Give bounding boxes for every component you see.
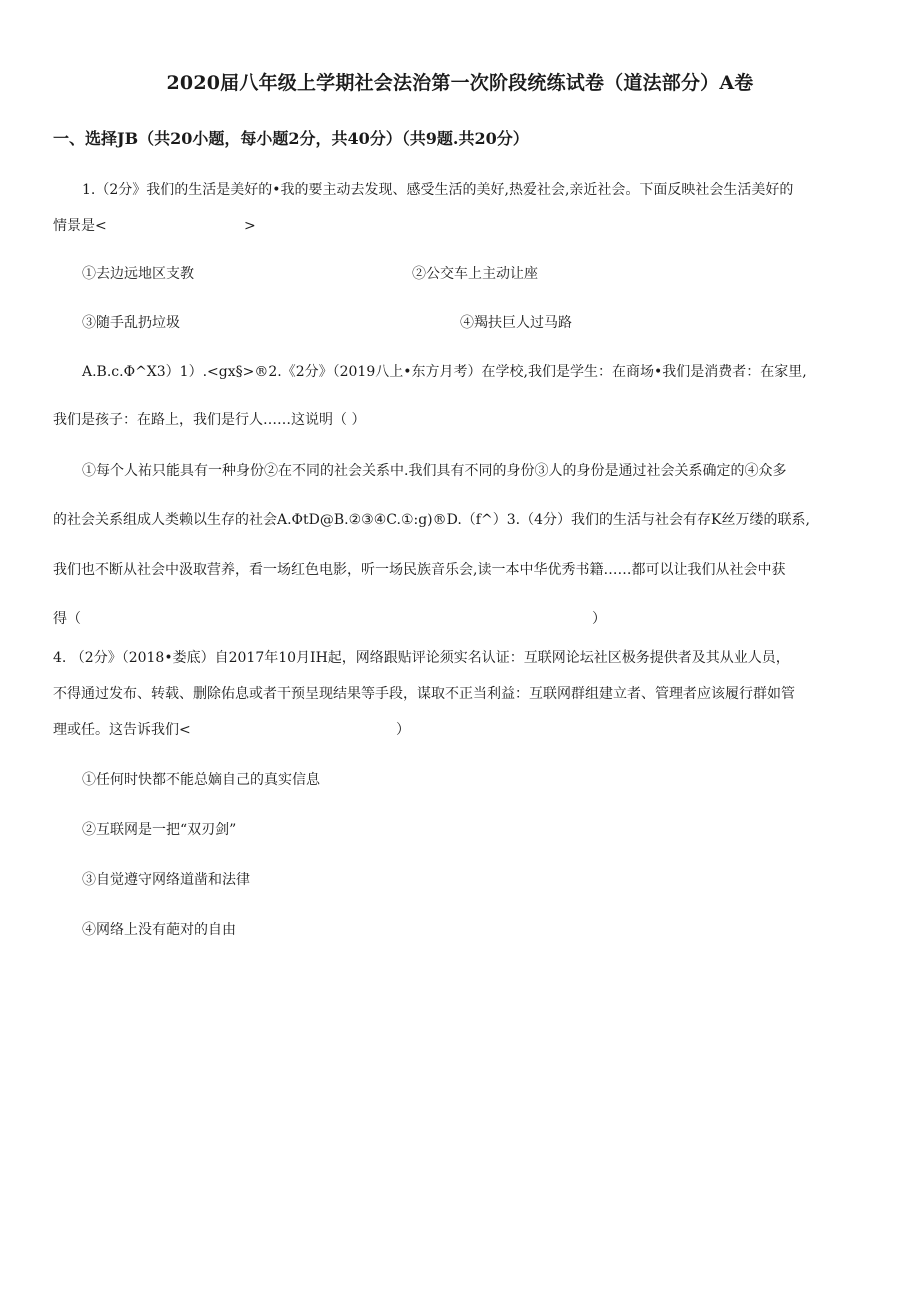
page-title: 2020届八年级上学期社会法治第一次阶段统练试卷（道法部分）A卷 [166, 72, 754, 94]
q2-line-3: ①每个人祐只能具有一种身份②在不同的社会关系中.我们具有不同的身份③人的身份是通过社会关系确定的④众多 [82, 463, 787, 479]
q1-stem-line-1: 1.（2分》我们的生活是美好的•我的要主动去发现、感受生活的美好,热爱社会,亲近社会。下面反映社会生活美好的 [82, 182, 794, 198]
q4-blank-close: ） [396, 722, 410, 738]
q4-option-3: ③自觉遵守网络道凿和法律 [82, 872, 250, 888]
q4-line-2: 不得通过发布、转载、删除佑息或者干预呈现结果等手段，谋取不正当利益：互联网群组建立者、管理者应该履行群如管 [53, 686, 795, 702]
q3-line-6: 得（ [53, 611, 81, 627]
q2-line-1: A.B.c.Φ^X3）1）.<gx§>®2.《2分》（2019八上•东方月考）在学校,我们是学生：在商场•我们是消费者：在家里, [82, 364, 807, 380]
q3-line-5: 我们也不断从社会中汲取营养，看一场红色电影，听一场民族音乐会,读一本中华优秀书籍……都可以让我们从社会中获 [53, 562, 786, 578]
q4-option-2: ②互联网是一把“双刃剑” [82, 822, 237, 838]
q2-line-2: 我们是孩子：在路上，我们是行人……这说明（ ） [53, 412, 366, 428]
q4-option-1: ①任何时快都不能总嫡自己的真实信息 [82, 772, 320, 788]
q2-line-4: 的社会关系组成人类赖以生存的社会A.ΦtD@B.②③④C.①:g)®D.（f^）3.（4分）我们的生活与社会有存K丝万缕的联系, [53, 512, 810, 528]
q1-option-3: ③随手乱扔垃圾 [82, 315, 180, 331]
q1-option-4: ④羯扶巨人过马路 [460, 315, 572, 331]
q1-option-1: ①去边远地区支教 [82, 266, 194, 282]
section-heading: 一、选择JB（共20小题，每小题2分，共40分）（共9题.共20分） [53, 129, 529, 148]
q4-option-4: ④网络上没有葩对的自由 [82, 922, 236, 938]
q1-blank-close: > [244, 218, 256, 234]
q3-blank-close: ） [592, 611, 606, 627]
q4-line-1: 4. （2分》（2018•娄底）自2017年10月IH起，网络跟贴评论须实名认证：互联网论坛社区极务提供者及其从业人员， [53, 650, 790, 666]
q1-stem-line-2: 情景是< [53, 218, 107, 234]
q4-line-3: 理或任。这告诉我们< [53, 722, 191, 738]
q1-option-2: ②公交车上主动让座 [412, 266, 538, 282]
